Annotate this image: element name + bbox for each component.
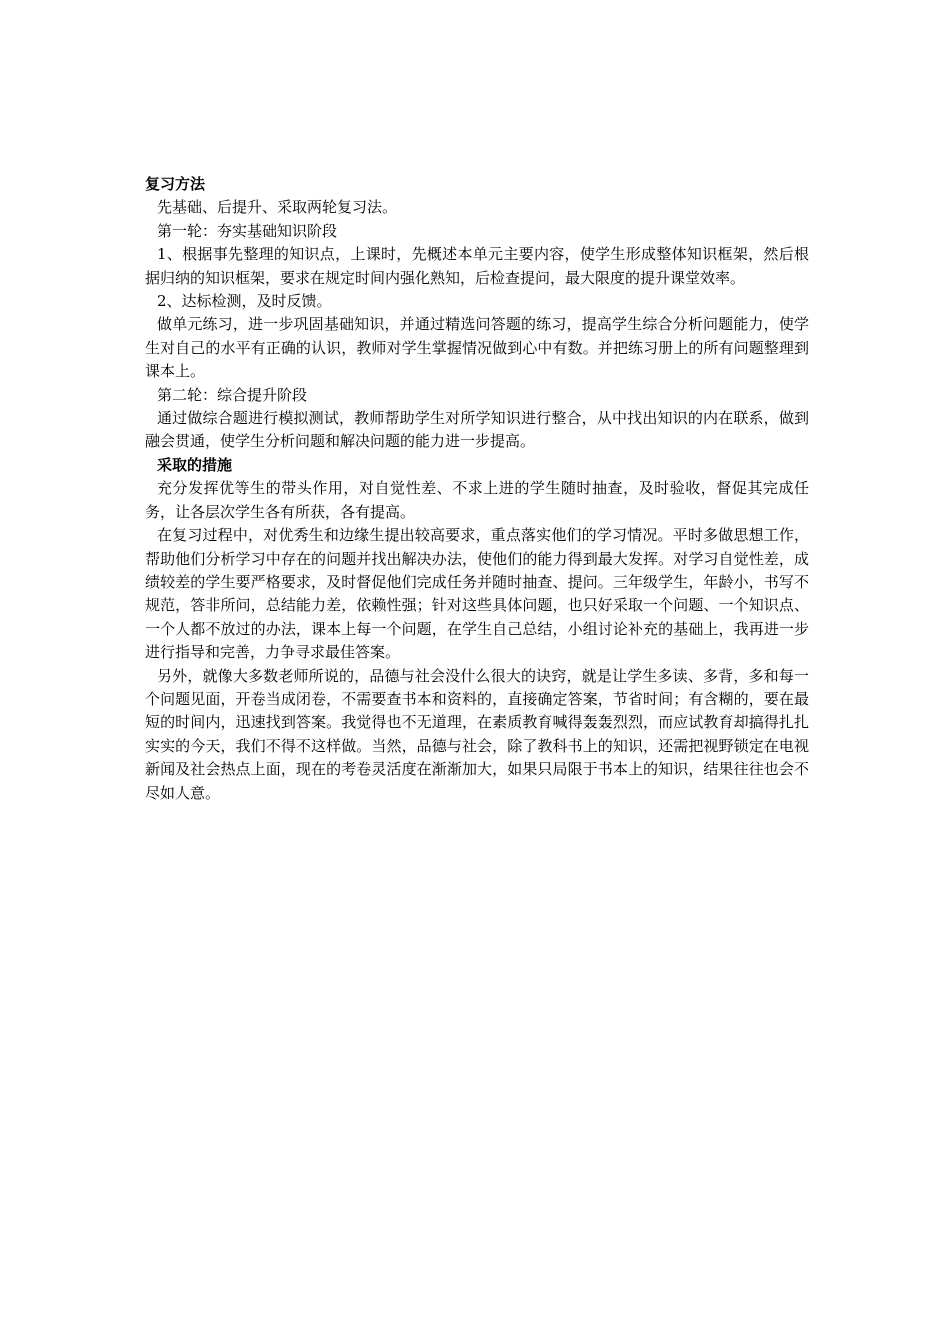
heading-measures: 采取的措施 xyxy=(157,455,233,474)
paragraph-unit-practice: 做单元练习，进一步巩固基础知识，并通过精选问答题的练习，提高学生综合分析问题能力，使学生对自己的水平有正确的认识，教师对学生掌握情况做到心中有数。并把练习册上的所有问题整理到课本上。 xyxy=(145,315,809,381)
paragraph-comprehensive: 通过做综合题进行模拟测试，教师帮助学生对所学知识进行整合，从中找出知识的内在联系，做到融会贯通，使学生分析问题和解决问题的能力进一步提高。 xyxy=(145,409,809,451)
paragraph-top-students: 充分发挥优等生的带头作用，对自觉性差、不求上进的学生随时抽查，及时验收，督促其完成任务，让各层次学生各有所获，各有提高。 xyxy=(145,479,809,521)
paragraph-review-process: 在复习过程中，对优秀生和边缘生提出较高要求，重点落实他们的学习情况。平时多做思想工作，帮助他们分析学习中存在的问题并找出解决办法，使他们的能力得到最大发挥。对学习自觉性差，成绩较差的学生要严格要求，及时督促他们完成任务并随时抽查、提问。三年级学生，年龄小，书写不规范，答非所问，总结能力差，依赖性强；针对这些具体问题，也只好采取一个问题、一个知识点、一个人都不放过的办法，课本上每一个问题，在学生自己总结，小组讨论补充的基础上，我再进一步进行指导和完善，力争寻求最佳答案。 xyxy=(145,526,809,662)
paragraph-additional: 另外，就像大多数老师所说的，品德与社会没什么很大的诀窍，就是让学生多读、多背，多和每一个问题见面，开卷当成闭卷，不需要查书本和资料的，直接确定答案，节省时间；有含糊的，要在最短的时间内，迅速找到答案。我觉得也不无道理，在素质教育喊得轰轰烈烈，而应试教育却搞得扎扎实实的今天，我们不得不这样做。当然，品德与社会，除了教科书上的知识，还需把视野锁定在电视新闻及社会热点上面，现在的考卷灵活度在渐渐加大，如果只局限于书本上的知识，结果往往也会不尽如人意。 xyxy=(145,666,809,802)
paragraph-round-one-title: 第一轮：夯实基础知识阶段 xyxy=(157,221,338,240)
paragraph-overview: 先基础、后提升、采取两轮复习法。 xyxy=(157,198,398,217)
heading-review-method: 复习方法 xyxy=(145,175,206,193)
paragraph-round-two-title: 第二轮：综合提升阶段 xyxy=(157,385,308,404)
paragraph-step-two: 2、达标检测，及时反馈。 xyxy=(157,292,332,311)
paragraph-step-one: 1、根据事先整理的知识点，上课时，先概述本单元主要内容，使学生形成整体知识框架，然后根据归纳的知识框架，要求在规定时间内强化熟知，后检查提问，最大限度的提升课堂效率。 xyxy=(145,245,809,287)
document-page xyxy=(145,173,809,805)
